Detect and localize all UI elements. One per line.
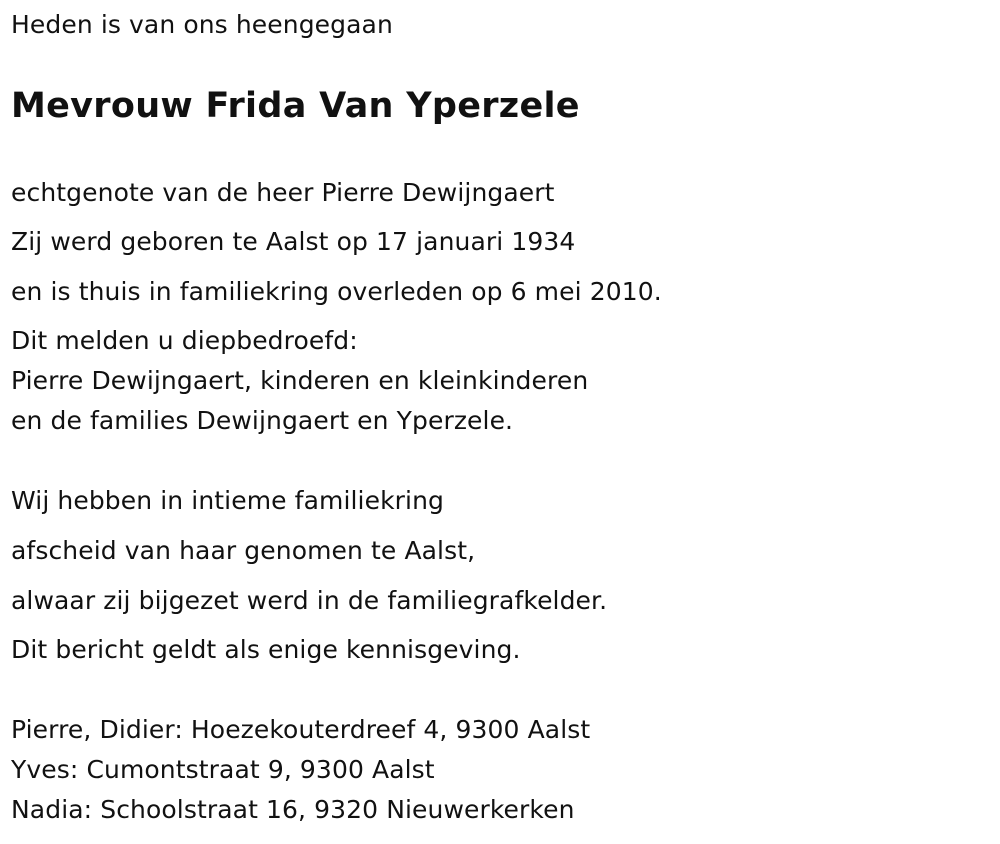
- deceased-name: Mevrouw Frida Van Yperzele: [11, 86, 580, 126]
- address-line: Nadia: Schoolstraat 16, 9320 Nieuwerkerken: [11, 795, 575, 824]
- intro-line: Heden is van ons heengegaan: [11, 10, 393, 39]
- address-line: Pierre, Didier: Hoezekouterdreef 4, 9300 Aalst: [11, 715, 591, 744]
- detail-death: en is thuis in familiekring overleden op 6 mei 2010.: [11, 277, 662, 306]
- announcement-line: en de families Dewijngaert en Yperzele.: [11, 406, 514, 435]
- farewell-line: afscheid van haar genomen te Aalst,: [11, 536, 476, 565]
- farewell-line: Dit bericht geldt als enige kennisgeving.: [11, 635, 521, 664]
- announcement-line: Dit melden u diepbedroefd:: [11, 326, 358, 355]
- announcement-line: Pierre Dewijngaert, kinderen en kleinkinderen: [11, 366, 589, 395]
- farewell-line: Wij hebben in intieme familiekring: [11, 486, 444, 515]
- detail-birth: Zij werd geboren te Aalst op 17 januari 1934: [11, 227, 576, 256]
- farewell-line: alwaar zij bijgezet werd in de familiegrafkelder.: [11, 586, 608, 615]
- detail-spouse: echtgenote van de heer Pierre Dewijngaert: [11, 178, 555, 207]
- address-line: Yves: Cumontstraat 9, 9300 Aalst: [11, 755, 435, 784]
